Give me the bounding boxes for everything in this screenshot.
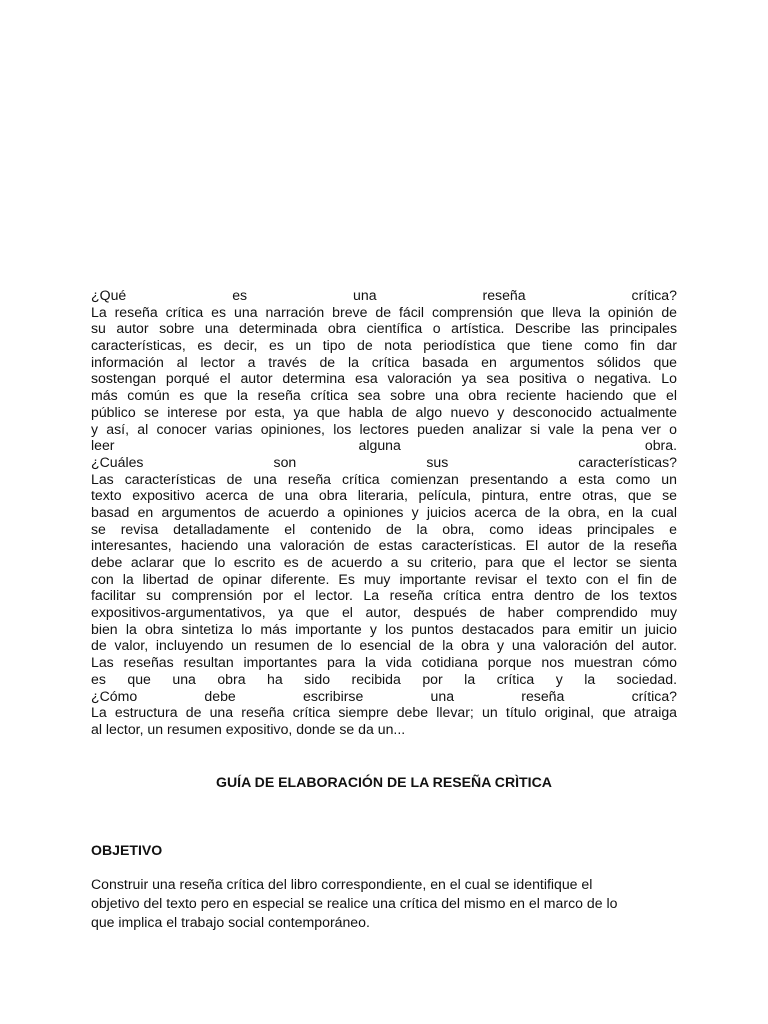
article-line: interesantes, haciendo una valoración de estas características. El autor de la reseña bbox=[91, 537, 677, 554]
article-line: Las características de una reseña crítica comienzan presentando a esta como un bbox=[91, 470, 677, 487]
article-line: ¿Cómo debe escribirse una reseña crítica? bbox=[91, 687, 677, 704]
article-line: leer alguna obra. bbox=[91, 437, 677, 454]
article-line: información al lector a través de la crítica basada en argumentos sólidos que bbox=[91, 353, 677, 370]
objective-text bbox=[91, 875, 681, 932]
article-line: expositivos-argumentativos, ya que el autor, después de haber comprendido muy bbox=[91, 604, 677, 621]
article-line: bien la obra sintetiza lo más importante y los puntos destacados para emitir un juicio bbox=[91, 620, 677, 637]
article-line: de valor, incluyendo un resumen de lo esencial de la obra y una valoración del autor. bbox=[91, 637, 677, 654]
article-line: ¿Qué es una reseña crítica? bbox=[91, 287, 677, 303]
article-line: La estructura de una reseña crítica siempre debe llevar; un título original, que atraiga bbox=[91, 704, 677, 721]
article-line: características, es decir, es un tipo de nota periodística que tiene como fin dar bbox=[91, 337, 677, 354]
article-line: basad en argumentos de acuerdo a opiniones y juicios acerca de la obra, en la cual bbox=[91, 503, 677, 520]
article-line: facilitar su comprensión por el lector. La reseña crítica entra dentro de los textos bbox=[91, 587, 677, 604]
article-line: sostengan porqué el autor determina esa valoración ya sea positiva o negativa. Lo bbox=[91, 370, 677, 387]
article-line: su autor sobre una determinada obra científica o artística. Describe las principales bbox=[91, 320, 677, 337]
objective-heading: OBJETIVO bbox=[91, 842, 163, 858]
article-line: al lector, un resumen expositivo, donde se da un... bbox=[91, 720, 406, 737]
article-line: público se interese por esta, ya que habla de algo nuevo y desconocido actualmente bbox=[91, 403, 677, 420]
article-line: más común es que la reseña crítica sea sobre una obra reciente haciendo que el bbox=[91, 387, 677, 404]
article-line: se revisa detalladamente el contenido de la obra, como ideas principales e bbox=[91, 520, 677, 537]
objective-line: Construir una reseña crítica del libro correspondiente, en el cual se identifique el bbox=[91, 876, 593, 892]
article-line: La reseña crítica es una narración breve de fácil comprensión que lleva la opinión de bbox=[91, 303, 677, 320]
article-line: con la libertad de opinar diferente. Es muy importante revisar el texto con el fin de bbox=[91, 570, 677, 587]
guide-title: GUÍA DE ELABORACIÓN DE LA RESEÑA CRÌTICA bbox=[216, 774, 552, 790]
objective-line: objetivo del texto pero en especial se realice una crítica del mismo en el marco de lo bbox=[91, 895, 618, 911]
article-line: ¿Cuáles son sus características? bbox=[91, 453, 677, 470]
article-line: y así, al conocer varias opiniones, los lectores pueden analizar si vale la pena ver o bbox=[91, 420, 677, 437]
article-line: Las reseñas resultan importantes para la vida cotidiana porque nos muestran cómo bbox=[91, 654, 677, 671]
article-line: es que una obra ha sido recibida por la crítica y la sociedad. bbox=[91, 670, 677, 687]
article-body bbox=[91, 287, 677, 738]
article-line: debe aclarar que lo escrito es de acuerdo a su criterio, para que el lector se sienta bbox=[91, 554, 677, 570]
objective-line: que implica el trabajo social contemporáneo. bbox=[91, 914, 370, 930]
article-line: texto expositivo acerca de una obra literaria, película, pintura, entre otras, que se bbox=[91, 487, 677, 504]
